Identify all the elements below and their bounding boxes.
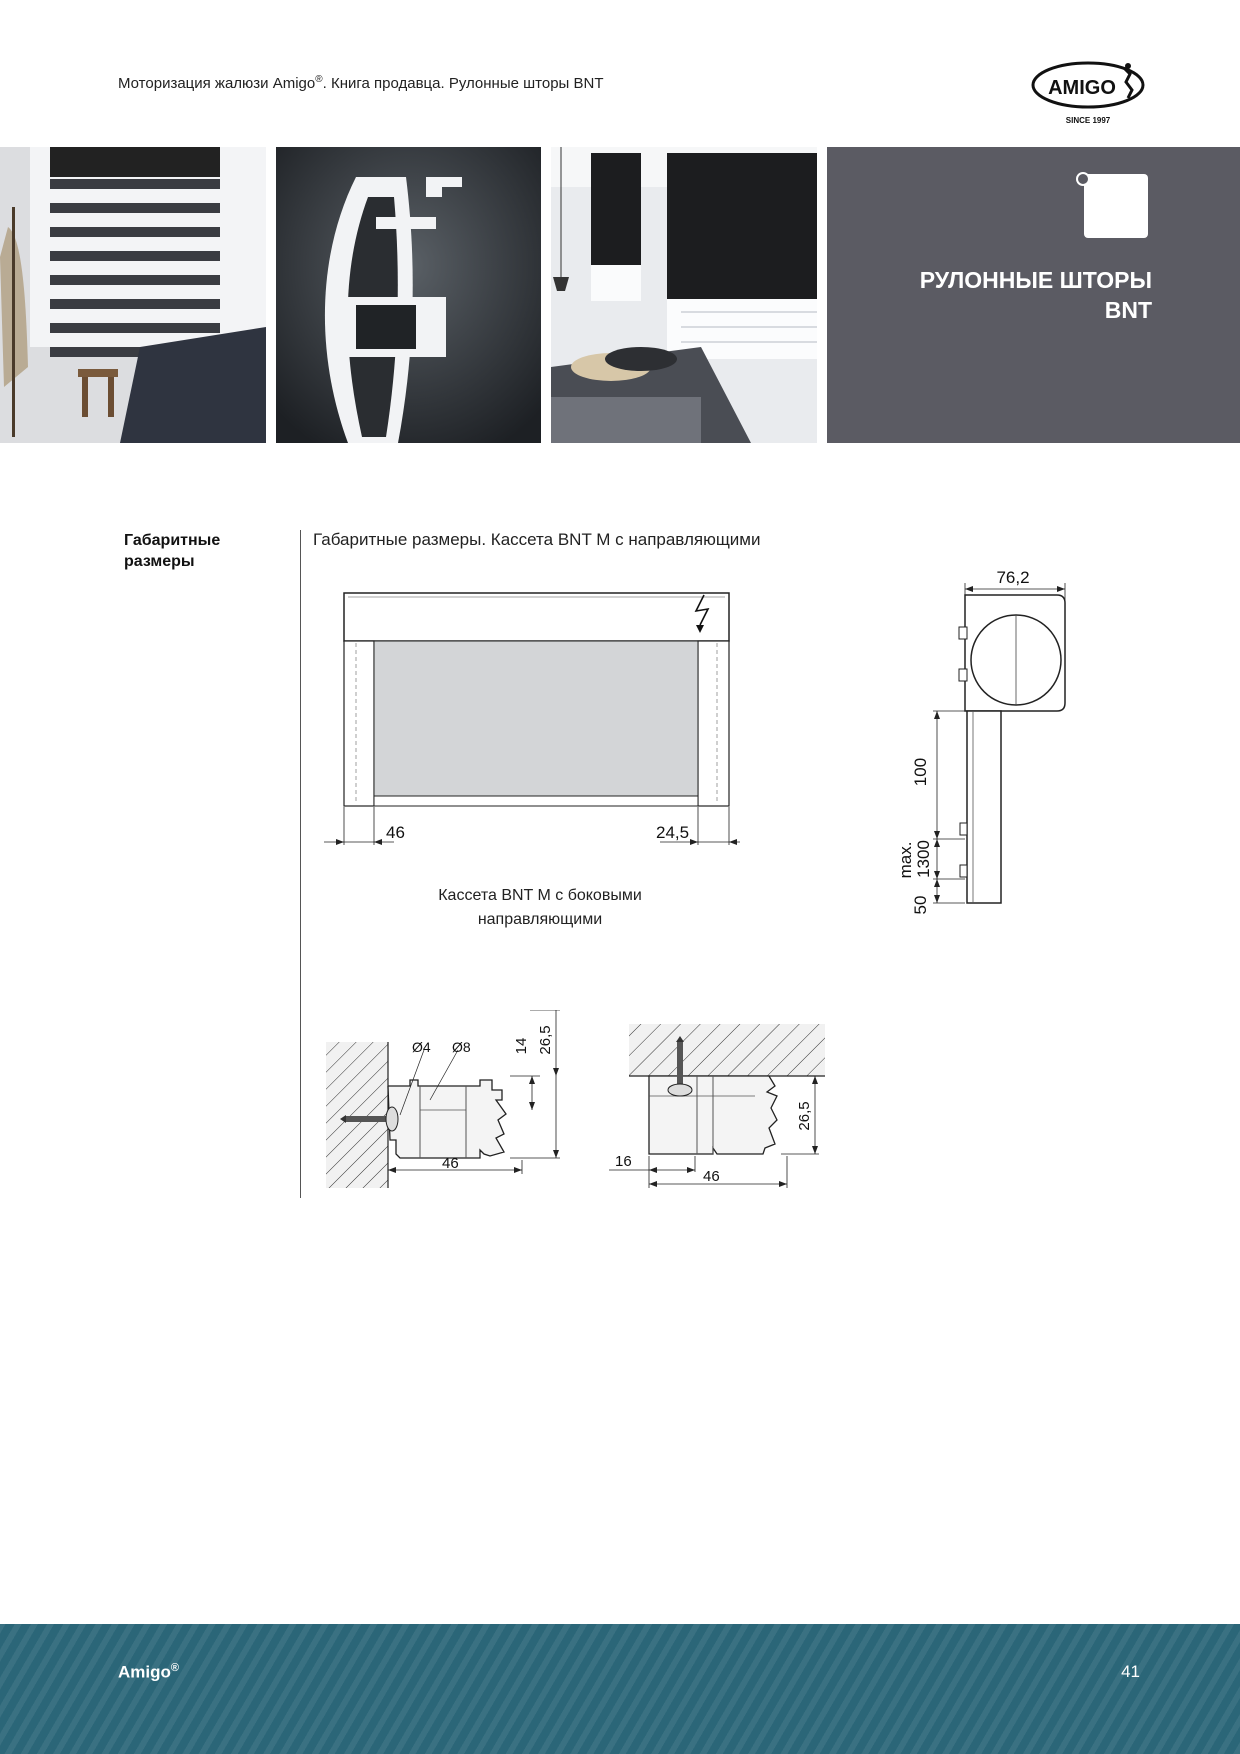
front-dim-left: 46 [386,823,405,842]
wall-dim-14: 14 [513,1037,530,1055]
wall-d8: Ø8 [452,1039,471,1055]
footer-brand-reg: ® [170,1662,179,1674]
section-label-line2: размеры [124,553,195,570]
zebra-blind-photo [0,147,266,443]
front-view-caption [400,884,680,932]
caption-line1: Кассета BNT M с боковыми [438,887,642,904]
side-dim-width: 76,2 [996,568,1030,587]
front-view-drawing [320,585,740,860]
header-title-reg: ® [315,74,323,85]
footer-brand-text: Amigo [118,1662,171,1682]
logo-since: SINCE 1997 [1065,116,1111,125]
ceiling-mount-section [605,1020,835,1200]
side-dim-top: 100 [911,757,930,787]
bedroom-blind-photo [551,147,817,443]
section-label-line1: Габаритные [124,532,221,549]
side-dim-bottom: 50 [911,895,930,915]
ceiling-dim-26-5: 26,5 [796,1101,813,1131]
banner-title-line1: РУЛОННЫЕ ШТОРЫ [919,267,1152,293]
banner [0,147,1240,443]
section-divider [300,530,301,1198]
amigo-logo [1030,60,1154,130]
header-title-main: Моторизация жалюзи Amigo [118,75,316,92]
page-footer [0,1624,1240,1754]
page-number: 41 [1121,1662,1140,1681]
banner-title-line2: BNT [1104,297,1152,323]
header-title-rest: . Книга продавца. Рулонные шторы BNT [322,75,604,92]
section-label [124,530,254,572]
wall-dim-46: 46 [442,1155,459,1172]
side-dim-max-label: max. [896,841,915,879]
section-heading: Габаритные размеры. Кассета BNT M с направляющими [313,530,761,549]
profile-closeup-photo [276,147,541,443]
side-dim-max-value: 1300 [914,840,933,878]
side-view-drawing [885,565,1085,950]
ceiling-dim-46: 46 [703,1168,720,1185]
caption-line2: направляющими [477,911,603,928]
roller-blind-icon [1076,171,1148,241]
wall-d4: Ø4 [412,1039,431,1055]
banner-title-panel [827,147,1240,443]
front-dim-right: 24,5 [656,823,690,842]
wall-dim-26-5: 26,5 [537,1025,554,1055]
banner-title [852,265,1152,325]
footer-brand [118,1662,179,1683]
document-header-title [118,74,604,92]
wall-mount-section [320,1010,580,1195]
ceiling-dim-16: 16 [615,1153,632,1170]
logo-text: AMIGO [1048,77,1116,99]
